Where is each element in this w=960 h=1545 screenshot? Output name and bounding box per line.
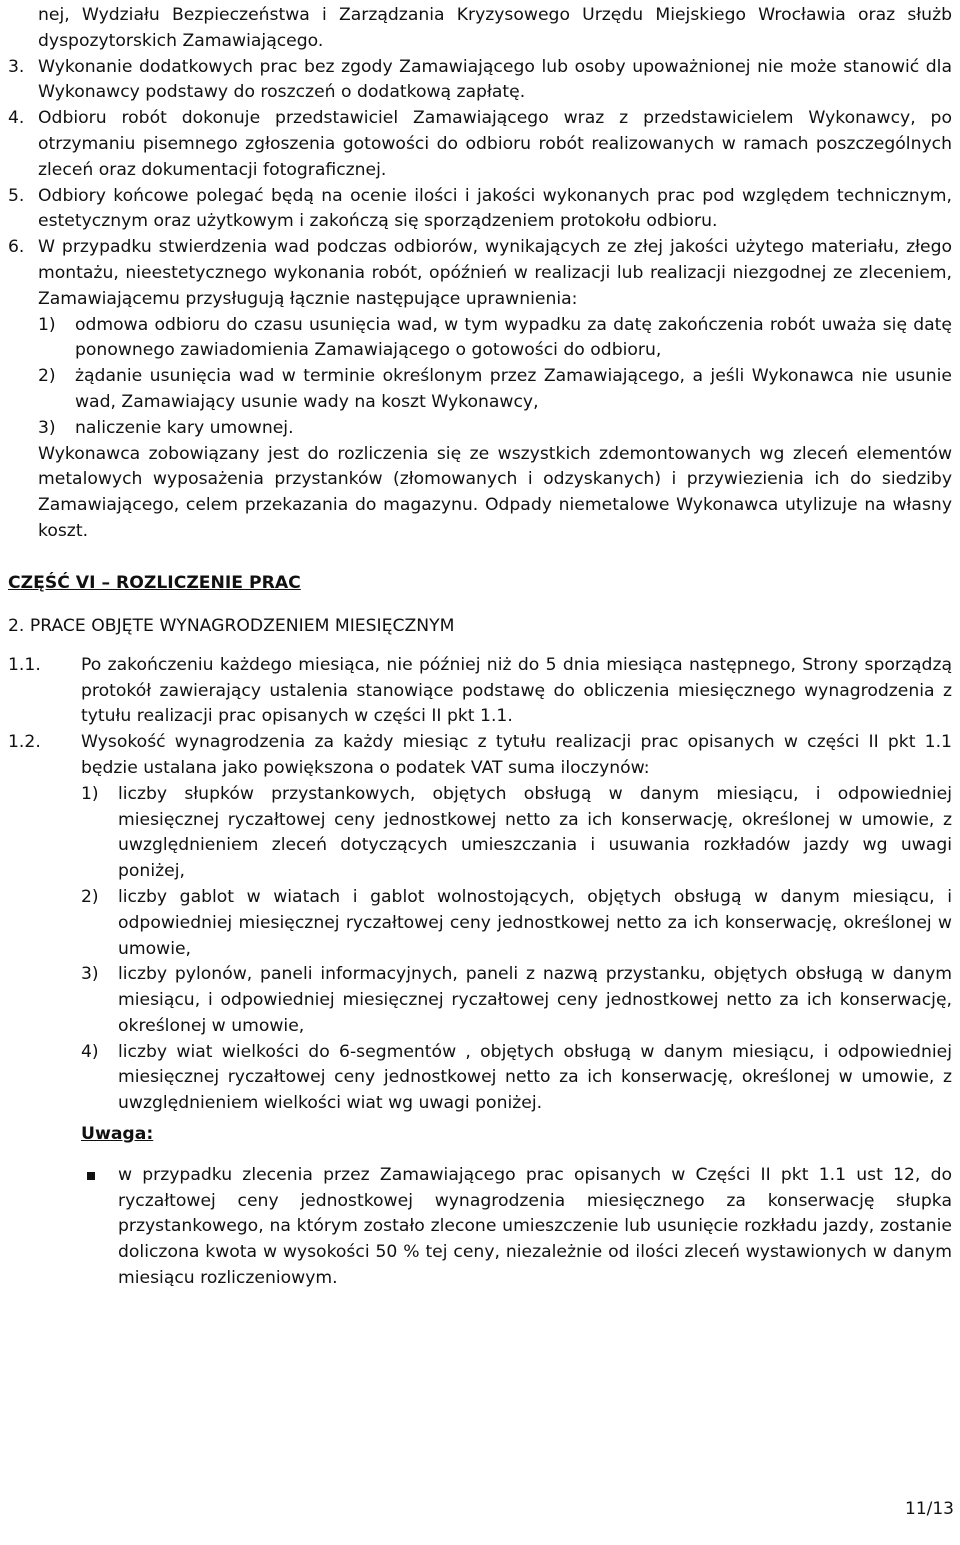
intro-continuation	[8, 3, 952, 55]
sub-item-number: 3)	[38, 417, 56, 438]
sub-item-text: odmowa odbioru do czasu usunięcia wad, w tym wypadku za datę zakończenia robót uważa się datę ponownego zawiadomienia Zamawiającego o gotowości do odbioru,	[75, 314, 952, 361]
intro-text: nej, Wydziału Bezpieczeństwa i Zarządzania Kryzysowego Urzędu Miejskiego Wrocławia oraz służb dyspozytorskich Zamawiającego.	[38, 5, 952, 51]
sub-item-text: liczby wiat wielkości do 6-segmentów , objętych obsługą w danym miesiącu, i odpowiedniej miesięcznej ryczałtowej ceny jednostkowej netto za ich konserwację, określonej w umowie, z uwzględnieniem wielkości wiat wg uwagi poniżej.	[118, 1041, 952, 1114]
item-number: 6.	[8, 237, 25, 258]
item-text: W przypadku stwierdzenia wad podczas odbiorów, wynikających ze złej jakości użytego materiału, złego montażu, nieestetycznego wykonania robót, opóźnień w realizacji lub realizacji niezgodnej ze zleceniem, Zamawiającemu przysługują łącznie następujące uprawnienia:	[38, 237, 952, 309]
subsection	[8, 653, 952, 730]
subsection-text: Po zakończeniu każdego miesiąca, nie później niż do 5 dnia miesiąca następnego, Strony sporządzą protokół zawierający ustalenia stanowiące podstawę do obliczenia miesięcznego wynagrodzenia z tytułu realizacji prac opisanych w części II pkt 1.1.	[81, 654, 952, 727]
note-bullet-item	[81, 1163, 952, 1292]
sub-item-text: liczby słupków przystankowych, objętych obsługą w danym miesiącu, i odpowiedniej miesięcznej ryczałtowej ceny jednostkowej netto za ich konserwację, określonej w umowie, z uwzględnieniem zleceń dotyczących umieszczania i usuwania rozkładów jazdy wg uwagi poniżej,	[118, 783, 952, 882]
sub-item-number: 2)	[81, 886, 99, 907]
note-bullet-text: w przypadku zlecenia przez Zamawiającego prac opisanych w Części II pkt 1.1 ust 12, do ryczałtowej ceny jednostkowej wynagrodzenia miesięcznego za konserwację słupka przystankowego, na którym zostało zlecone umieszczenie lub usunięcie rozkładu jazdy, zostanie doliczona kwota w wysokości 50 % tej ceny, niezależnie od ilości zleceń wystawionych w danym miesiącu rozliczeniowym.	[118, 1164, 952, 1289]
sub-item-text: naliczenie kary umownej.	[75, 417, 294, 438]
sub-item-number: 1)	[38, 314, 56, 335]
sub-item-number: 1)	[81, 783, 99, 804]
square-bullet-icon	[81, 1163, 118, 1292]
list-item	[8, 235, 952, 545]
item-number: 4.	[8, 108, 25, 129]
sub-list-item	[81, 1040, 952, 1117]
sub-list-item	[81, 962, 952, 1039]
list-item	[8, 184, 952, 236]
page-number: 11/13	[905, 1499, 954, 1519]
section-title: 2. PRACE OBJĘTE WYNAGRODZENIEM MIESIĘCZNYM	[8, 615, 455, 636]
closing-paragraph: Wykonawca zobowiązany jest do rozliczenia się ze wszystkich zdemontowanych wg zleceń elementów metalowych wyposażenia przystanków (złomowanych i odzyskanych) i przywiezienia ich do siedziby Zamawiającego, celem przekazania do magazynu. Odpady niemetalowe Wykonawca utylizuje na własny koszt.	[38, 443, 952, 541]
sub-list-item	[81, 782, 952, 885]
sub-item-number: 2)	[38, 366, 56, 387]
list-item	[8, 55, 952, 107]
sub-item-number: 3)	[81, 964, 99, 985]
item-text: Wykonanie dodatkowych prac bez zgody Zamawiającego lub osoby upoważnionej nie może stanowić dla Wykonawcy podstawy do roszczeń o dodatkową zapłatę.	[38, 56, 952, 103]
subsection-text: Wysokość wynagrodzenia za każdy miesiąc z tytułu realizacji prac opisanych w części II pkt 1.1 będzie ustalana jako powiększona o podatek VAT suma iloczynów:	[81, 732, 952, 778]
sub-item-text: żądanie usunięcia wad w terminie określonym przez Zamawiającego, a jeśli Wykonawca nie usunie wad, Zamawiający usunie wady na koszt Wykonawcy,	[75, 366, 952, 412]
part-heading: CZĘŚĆ VI – ROZLICZENIE PRAC	[8, 572, 301, 593]
item-number: 3.	[8, 56, 25, 77]
note-title: Uwaga:	[81, 1124, 154, 1145]
sub-item-text: liczby pylonów, paneli informacyjnych, paneli z nazwą przystanku, objętych obsługą w danym miesiącu, i odpowiedniej miesięcznej ryczałtowej ceny jednostkowej netto za ich konserwację, określonej w umowie,	[118, 964, 952, 1036]
sub-list-item	[38, 364, 952, 416]
sub-list-item	[81, 885, 952, 962]
item-text: Odbioru robót dokonuje przedstawiciel Zamawiającego wraz z przedstawicielem Wykonawcy, po otrzymaniu pisemnego zgłoszenia gotowości do odbioru robót realizowanych w ramach poszczególnych zleceń oraz dokumentacji fotograficznej.	[38, 108, 952, 180]
sub-item-number: 4)	[81, 1041, 99, 1062]
item-text: Odbiory końcowe polegać będą na ocenie ilości i jakości wykonanych prac pod względem technicznym, estetycznym oraz użytkowym i zakończą się sporządzeniem protokołu odbioru.	[38, 185, 952, 232]
sub-list-item	[38, 313, 952, 365]
item-number: 5.	[8, 185, 25, 206]
subsection-number: 1.2.	[8, 732, 41, 753]
subsection-number: 1.1.	[8, 654, 41, 675]
subsection	[8, 730, 952, 1117]
sub-item-text: liczby gablot w wiatach i gablot wolnostojących, objętych obsługą w danym miesiącu, i odpowiedniej miesięcznej ryczałtowej ceny jednostkowej netto za ich konserwację, określonej w umowie,	[118, 886, 952, 959]
list-item	[8, 106, 952, 183]
sub-list-item	[38, 416, 952, 442]
